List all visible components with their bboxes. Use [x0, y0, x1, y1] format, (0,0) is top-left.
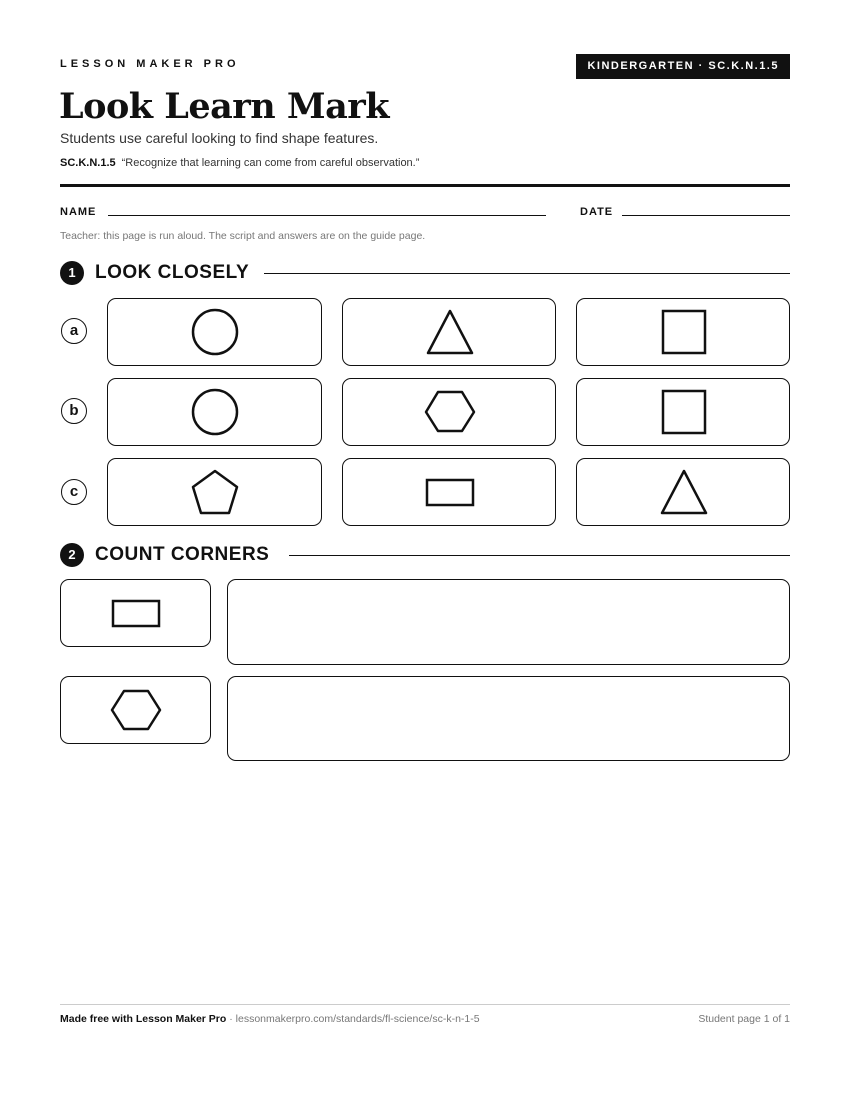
section-2-title: COUNT CORNERS: [95, 544, 270, 565]
square-shape: [577, 299, 789, 365]
row-label-b: b: [61, 398, 87, 424]
footer-url[interactable]: lessonmakerpro.com/standards/fl-science/sc-k-n-1-5: [235, 1013, 480, 1025]
brand-name: LESSON MAKER PRO: [60, 58, 240, 70]
header-divider: [60, 184, 790, 187]
hexagon-shape: [343, 379, 555, 445]
section-1-header: [60, 260, 790, 286]
shape-card-a1[interactable]: [107, 298, 322, 366]
footer-page-number: Student page 1 of 1: [698, 1013, 790, 1025]
footer-separator: ·: [226, 1013, 236, 1025]
count-shape-card-1: [60, 579, 211, 647]
shape-card-b3[interactable]: [576, 378, 790, 446]
row-label-a: a: [61, 318, 87, 344]
shape-card-b1[interactable]: [107, 378, 322, 446]
section-2-number: 2: [60, 543, 84, 567]
date-label: DATE: [580, 206, 614, 218]
hexagon-shape: [61, 677, 210, 743]
shape-card-c2[interactable]: [342, 458, 556, 526]
teacher-note: Teacher: this page is run aloud. The script and answers are on the guide page.: [60, 230, 426, 242]
footer-credit: [60, 1013, 480, 1025]
footer-divider: [60, 1004, 790, 1005]
count-answer-box-1[interactable]: [227, 579, 790, 665]
square-shape: [577, 379, 789, 445]
name-write-line[interactable]: [108, 215, 546, 216]
triangle-shape: [343, 299, 555, 365]
standard-line: [60, 157, 419, 169]
section-1-rule: [264, 273, 790, 274]
shape-card-a3[interactable]: [576, 298, 790, 366]
rectangle-shape: [61, 580, 210, 646]
shape-card-a2[interactable]: [342, 298, 556, 366]
shape-card-c3[interactable]: [576, 458, 790, 526]
shape-card-b2[interactable]: [342, 378, 556, 446]
section-2-rule: [289, 555, 790, 556]
triangle-shape: [577, 459, 789, 525]
grade-standard-badge: KINDERGARTEN · SC.K.N.1.5: [576, 54, 790, 79]
count-shape-card-2: [60, 676, 211, 744]
standard-code: SC.K.N.1.5: [60, 157, 116, 169]
footer-made-with: Made free with Lesson Maker Pro: [60, 1013, 227, 1025]
section-1-number: 1: [60, 261, 84, 285]
count-answer-box-2[interactable]: [227, 676, 790, 761]
circle-shape: [108, 299, 321, 365]
date-write-line[interactable]: [622, 215, 790, 216]
name-label: NAME: [60, 206, 97, 218]
pentagon-shape: [108, 459, 321, 525]
section-2-header: [60, 542, 790, 568]
page-subtitle: Students use careful looking to find shape features.: [60, 130, 379, 146]
row-label-c: c: [61, 479, 87, 505]
shape-card-c1[interactable]: [107, 458, 322, 526]
circle-shape: [108, 379, 321, 445]
rectangle-shape: [343, 459, 555, 525]
section-1-title: LOOK CLOSELY: [95, 262, 250, 283]
standard-text: “Recognize that learning can come from careful observation.”: [121, 157, 420, 169]
page-title: Look Learn Mark: [59, 86, 389, 127]
